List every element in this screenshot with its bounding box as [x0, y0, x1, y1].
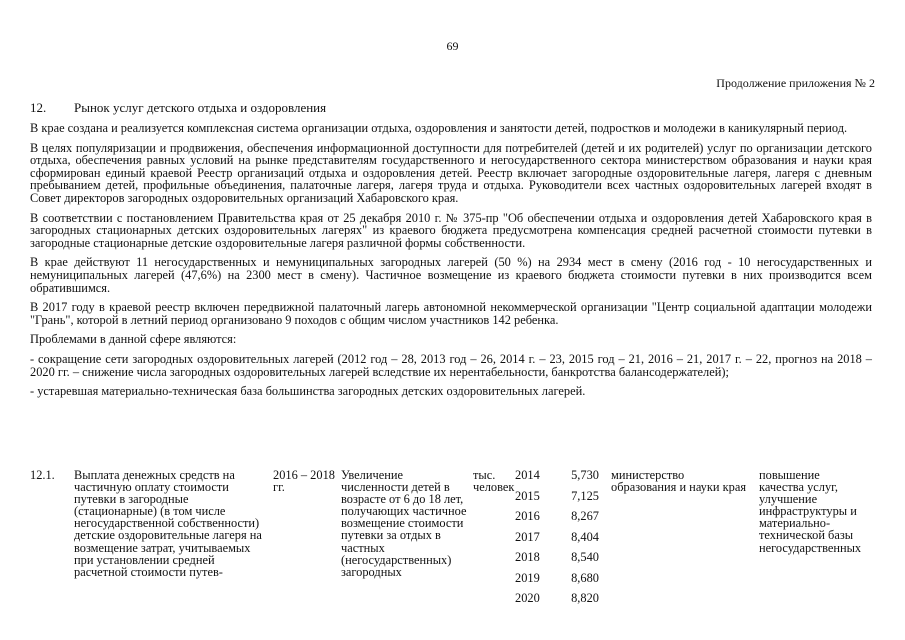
year-cell: 2019 [515, 570, 540, 585]
value-cell: 8,680 [571, 570, 599, 585]
value-cell: 8,267 [571, 509, 599, 523]
paragraph: В соответствии с постановлением Правительства края от 25 декабря 2010 г. № 375-пр "Об обеспечении отдыха и оздоровления детей Хабаровского края в загородных стационарных детских оздоровительных лагерях" из краевого бюджета предусмотрена компенсация средней расчетной стоимости путевки в загородные стационарные детские оздоровительные лагеря различной формы собственности. [30, 210, 872, 250]
paragraph: Проблемами в данной сфере являются: [30, 332, 237, 347]
measure-indicator: Увеличение численности детей в возрасте от 6 до 18 лет, получающих частичное возмещение стоимости путевки за отдых в частных (негосударственных) загородных [341, 468, 467, 579]
body-text [30, 122, 872, 405]
measure-years [515, 469, 559, 613]
year-cell: 2020 [515, 591, 540, 605]
table-row [30, 469, 861, 613]
measure-description: Выплата денежных средств на частичную оплату стоимости путевки в загородные (стационарные) (в том числе негосударственной собственности) детские оздоровительные лагеря на возмещение затрат, учитываемых при установлении средней расчетной стоимости путев- [74, 468, 262, 579]
value-cell: 8,404 [571, 529, 599, 544]
measure-responsible: министерство образования и науки края [611, 468, 747, 495]
paragraph: - сокращение сети загородных оздоровительных лагерей (2012 год – 28, 2013 год – 26, 2014 г. – 23, 2015 год – 21, 2016 – 21, 2017 г. – 22, прогноз на 2018 – 2020 гг. – снижение числа загородных оздоровительных лагерей вследствие их нерентабельности, банкротства балансодержателей); [30, 351, 872, 379]
section-header [30, 100, 326, 116]
measure-values [559, 469, 611, 613]
page-number: 69 [446, 39, 459, 53]
section-number: 12. [30, 100, 47, 115]
paragraph: В крае создана и реализуется комплексная система организации отдыха, оздоровления и занятости детей, подростков и молодежи в каникулярный период. [30, 121, 848, 135]
measure-number: 12.1. [30, 468, 55, 482]
measure-period: 2016 – 2018 гг. [273, 468, 335, 495]
measure-unit: тыс. человек [473, 468, 515, 495]
appendix-note: Продолжение приложения № 2 [716, 76, 875, 90]
year-cell: 2015 [515, 488, 540, 503]
measures-table [30, 469, 861, 613]
year-cell: 2017 [515, 529, 540, 544]
paragraph: В 2017 году в краевой реестр включен передвижной палаточный лагерь автономной некоммерческой организации "Центр социальной адаптации молодежи "Грань", которой в летний период организовано 9 походов с общим числом участников 142 ребенка. [30, 300, 872, 327]
value-cell: 8,820 [571, 591, 599, 605]
measure-result: повышение качества услуг, улучшение инфраструктуры и материально-технической базы негосударственных [759, 468, 862, 555]
paragraph: - устаревшая материально-техническая база большинства загородных детских оздоровительных лагерей. [30, 384, 586, 399]
year-cell: 2014 [515, 468, 540, 482]
year-cell: 2016 [515, 509, 540, 523]
section-title: Рынок услуг детского отдыха и оздоровления [74, 100, 327, 115]
paragraph: В крае действуют 11 негосударственных и немуниципальных загородных лагерей (50 %) на 2934 мест в смену (2016 год - 10 негосударственных и немуниципальных лагерей (47,6%) на 2300 мест в смену). Частичное возмещение из краевого бюджета стоимости путевки в них производится всем обратившимся. [30, 255, 872, 295]
value-cell: 5,730 [571, 468, 599, 482]
value-cell: 8,540 [571, 550, 599, 564]
value-cell: 7,125 [571, 488, 599, 503]
year-cell: 2018 [515, 550, 540, 564]
paragraph: В целях популяризации и продвижения, обеспечения информационной доступности для потребителей (детей и их родителей) услуг по организации детского отдыха, обеспечения равных условий на рынке представителям государственного и негосударственного сектора министерством образования и науки края сформирован единый краевой Реестр организаций отдыха и оздоровления детей. Реестр включает загородные оздоровительные лагеря, лагеря с дневным пребыванием детей, профильные объединения, палаточные лагеря, лагеря труда и отдыха. Руководители всех частных оздоровительных лагерей входят в Совет директоров загородных оздоровительных организаций Хабаровского края. [30, 140, 872, 205]
